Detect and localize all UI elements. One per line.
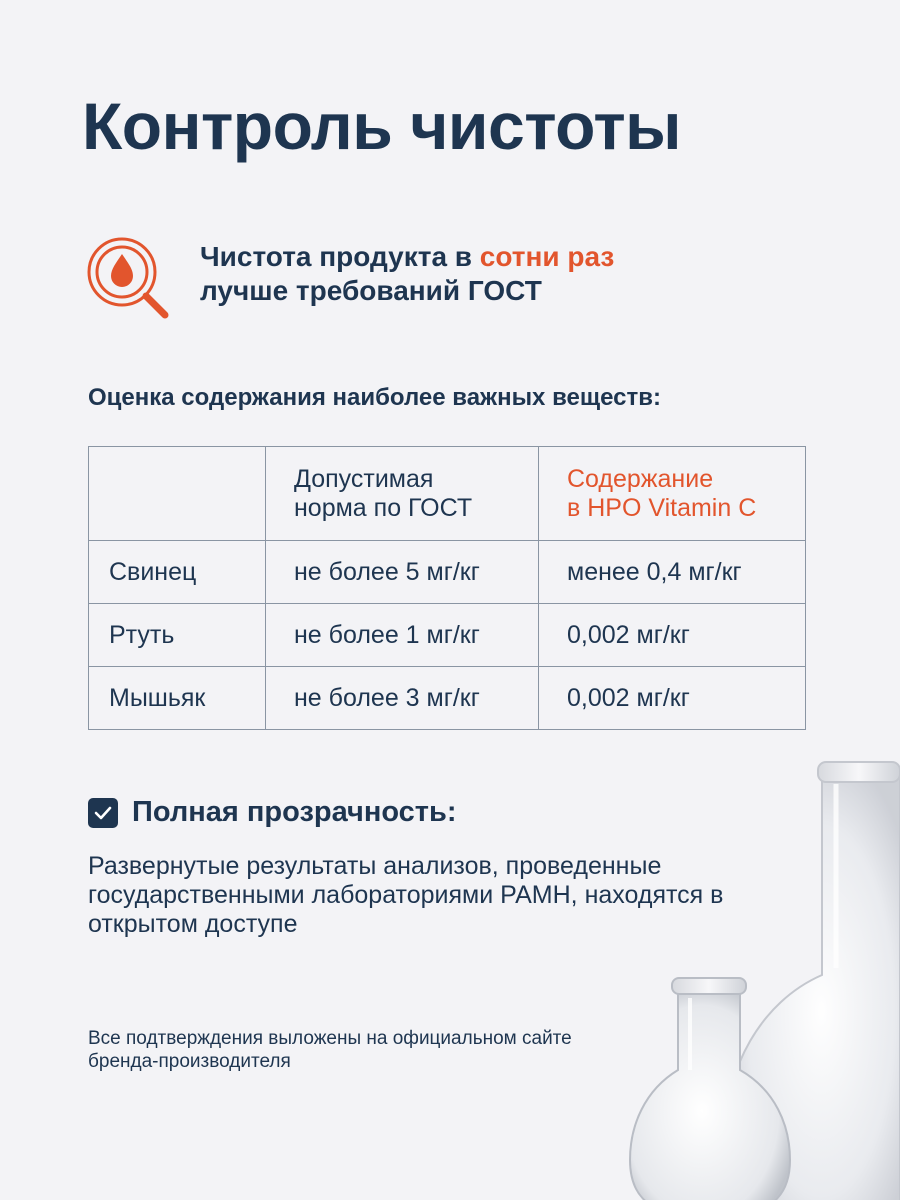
table-header-row xyxy=(89,447,806,541)
header-gost-norm xyxy=(266,447,539,541)
header-product-content-line-1: Содержание xyxy=(567,464,714,493)
header-empty-cell xyxy=(89,447,266,541)
header-product-content-line-2: в HPO Vitamin C xyxy=(567,493,757,522)
footnote: Все подтверждения выложены на официальном сайте бренда-производителя xyxy=(88,1028,572,1072)
table-row xyxy=(89,667,806,730)
purity-claim xyxy=(200,240,614,308)
page-title: Контроль чистоты xyxy=(82,89,682,163)
purity-claim-prefix: Чистота продукта в xyxy=(200,241,480,272)
substance-cell: Мышьяк xyxy=(89,667,266,730)
transparency-body: Развернутые результаты анализов, проведенные государственными лабораториями РАМН, находятся в открытом доступе xyxy=(88,852,724,938)
header-gost-norm-line-2: норма по ГОСТ xyxy=(294,493,473,522)
norm-cell: не более 5 мг/кг xyxy=(266,541,539,604)
header-product-content xyxy=(539,447,806,541)
purity-claim-line-1 xyxy=(200,240,614,274)
table-caption: Оценка содержания наиболее важных веществ: xyxy=(88,384,661,411)
content-cell: 0,002 мг/кг xyxy=(539,667,806,730)
table-row xyxy=(89,604,806,667)
table-row xyxy=(89,541,806,604)
transparency-title: Полная прозрачность: xyxy=(132,796,457,828)
substance-cell: Ртуть xyxy=(89,604,266,667)
substance-cell: Свинец xyxy=(89,541,266,604)
content-cell: менее 0,4 мг/кг xyxy=(539,541,806,604)
drop-magnifier-icon xyxy=(86,236,172,322)
checkbox-checked-icon xyxy=(88,798,118,828)
substance-limits-table xyxy=(88,446,806,730)
header-gost-norm-line-1: Допустимая xyxy=(294,464,434,493)
lab-flasks-illustration xyxy=(600,740,900,1200)
norm-cell: не более 1 мг/кг xyxy=(266,604,539,667)
purity-claim-accent: сотни раз xyxy=(479,241,615,272)
norm-cell: не более 3 мг/кг xyxy=(266,667,539,730)
content-cell: 0,002 мг/кг xyxy=(539,604,806,667)
purity-claim-line-2: лучше требований ГОСТ xyxy=(200,275,542,306)
